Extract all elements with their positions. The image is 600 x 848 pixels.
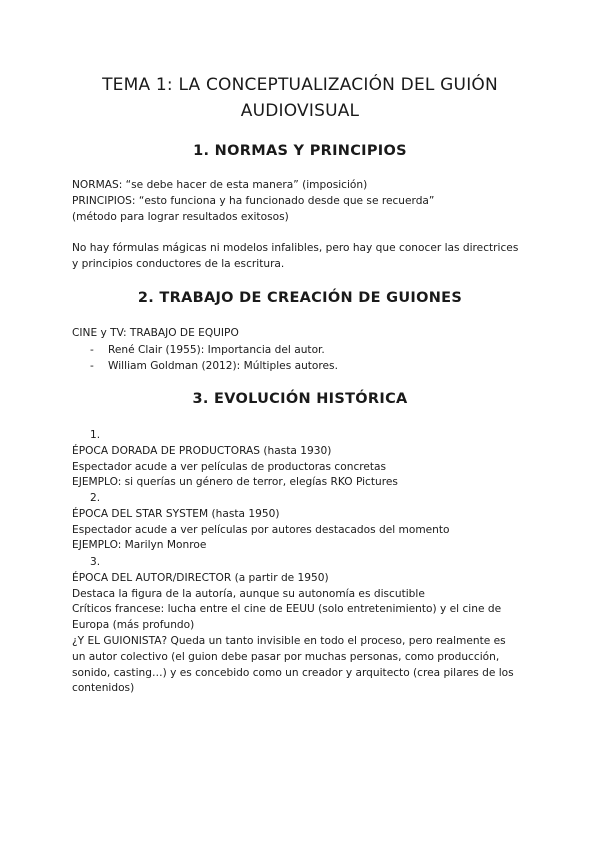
era-item-2 — [72, 491, 532, 554]
era-title — [72, 428, 532, 460]
paragraph-line: No hay fórmulas mágicas ni modelos infalibles, pero hay que conocer las directrices — [72, 242, 519, 254]
paragraph-line: contenidos) — [72, 682, 135, 695]
era-line: Espectador acude a ver películas por autores destacados del momento — [72, 523, 450, 536]
bullet-text: William Goldman (2012): Múltiples autores. — [108, 360, 338, 372]
definition-line: (método para lograr resultados exitosos) — [72, 210, 289, 223]
bullet-marker: - — [90, 360, 94, 372]
paragraph-line: y principios conductores de la escritura. — [72, 257, 285, 270]
era-item-1 — [72, 428, 532, 491]
era-line: Europa (más profundo) — [72, 619, 195, 632]
definition-line: PRINCIPIOS: “esto funciona y ha funcionado desde que se recuerda” — [72, 194, 435, 207]
intro-line: CINE y TV: TRABAJO DE EQUIPO — [72, 327, 239, 339]
definition-line: NORMAS: “se debe hacer de esta manera” (imposición) — [72, 179, 368, 191]
era-line: Destaca la figura de la autoría, aunque su autonomía es discutible — [72, 587, 425, 600]
era-title — [72, 555, 532, 587]
section-2-heading: 2. TRABAJO DE CREACIÓN DE GUIONES — [137, 290, 463, 306]
list-item — [72, 342, 532, 358]
era-title-text: ÉPOCA DORADA DE PRODUCTORAS (hasta 1930) — [72, 444, 332, 457]
era-number: 3. — [90, 556, 101, 568]
title-line-1: TEMA 1: LA CONCEPTUALIZACIÓN DEL GUIÓN — [102, 75, 498, 95]
era-line: Espectador acude a ver películas de productoras concretas — [72, 460, 387, 473]
section-1-definitions — [72, 178, 532, 225]
era-line: EJEMPLO: Marilyn Monroe — [72, 539, 207, 552]
bullet-text: René Clair (1955): Importancia del autor. — [108, 344, 325, 356]
page-title — [60, 72, 540, 124]
bullet-marker: - — [90, 344, 94, 356]
title-line-2: AUDIOVISUAL — [240, 101, 360, 121]
closing-paragraph — [72, 634, 532, 697]
era-title-text: ÉPOCA DEL STAR SYSTEM (hasta 1950) — [72, 507, 280, 520]
era-item-3 — [72, 555, 532, 634]
era-line: EJEMPLO: si querías un género de terror, elegías RKO Pictures — [72, 476, 398, 489]
section-1-paragraph — [72, 241, 532, 273]
list-item — [72, 358, 532, 374]
era-title — [72, 491, 532, 523]
era-title-text: ÉPOCA DEL AUTOR/DIRECTOR (a partir de 1950) — [72, 571, 329, 584]
paragraph-line: un autor colectivo (el guion debe pasar por muchas personas, como producción, — [72, 650, 500, 663]
era-number: 1. — [90, 429, 101, 441]
section-2-bullet-list — [72, 342, 532, 374]
section-3-heading: 3. EVOLUCIÓN HISTÓRICA — [192, 391, 408, 407]
paragraph-line: ¿Y EL GUIONISTA? Queda un tanto invisible en todo el proceso, pero realmente es — [72, 635, 506, 647]
era-number: 2. — [90, 492, 101, 504]
paragraph-line: sonido, casting…) y es concebido como un creador y arquitecto (crea pilares de los — [72, 666, 514, 679]
section-2-intro — [72, 326, 532, 342]
section-1-heading: 1. NORMAS Y PRINCIPIOS — [193, 143, 407, 159]
era-line: Críticos francese: lucha entre el cine de EEUU (solo entretenimiento) y el cine de — [72, 603, 502, 616]
